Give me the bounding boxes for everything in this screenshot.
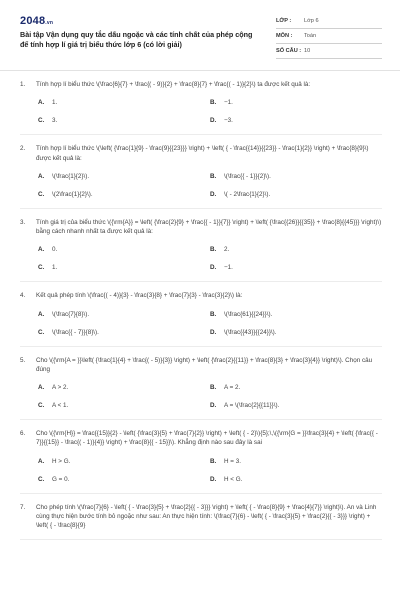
document-title: Bài tập Vận dụng quy tắc dấu ngoặc và các tính chất của phép cộng để tính hợp lí giá trị biểu thức lớp 6 (có lời giải) — [20, 30, 253, 50]
option-text: G = 0. — [52, 475, 70, 483]
option-text: −1. — [224, 264, 233, 272]
option-letter: C. — [38, 264, 45, 272]
option-text: −3. — [224, 117, 233, 125]
option-letter: B. — [210, 172, 217, 180]
option-letter: A. — [38, 172, 45, 180]
option-letter: D. — [210, 190, 217, 198]
answer-option[interactable] — [210, 383, 382, 392]
answer-option[interactable] — [38, 328, 210, 337]
answer-option[interactable] — [210, 172, 382, 181]
option-letter: B. — [210, 99, 217, 107]
option-text: 1. — [52, 264, 58, 272]
question-number: 2. — [20, 145, 26, 153]
meta-value: 10 — [304, 47, 311, 54]
option-text: A = \(\frac{2}{{11}}\). — [224, 402, 280, 410]
question-text: Tính hợp lí biểu thức \(\frac{6}{7} + \frac{( - 9)}{2} + \frac{8}{7} + \frac{( - 1)}{2}\) ta được kết quả là: — [36, 81, 311, 88]
question-text: Cho phép tính \(\frac{7}{6} - \left( { - \frac{3}{5} + \frac{2}{{ - 3}}} \right) + \left( { - \frac{8}{9} + \frac{4}{7}} \right)\). An và Linh cùng thực hiện bước tính bỏ ngoặc như sau: An thực hiện tính: \(\frac{7}{6} - \left( { - \frac{3}{5} + \frac{2}{{ - 3}}} \right) + \left( { - \frac{8}{9} — [36, 503, 377, 529]
answer-options — [20, 457, 382, 484]
answer-option[interactable] — [210, 310, 382, 319]
option-letter: D. — [210, 264, 217, 272]
question-text: Tính hợp lí biểu thức \(\left( {\frac{1}{9} - \frac{9}{{23}}} \right) + \left( { - \frac{{14}}{{23}} - \frac{1}{2}} \right) + \frac{8}{9}\) được kết quả là: — [36, 145, 369, 162]
option-text: H > G. — [52, 457, 71, 465]
question-item — [20, 218, 382, 283]
worksheet-header — [20, 14, 382, 66]
meta-table — [276, 14, 382, 59]
answer-option[interactable] — [210, 116, 382, 125]
header-divider — [0, 70, 400, 71]
option-letter: D. — [210, 402, 217, 410]
option-letter: D. — [210, 117, 217, 125]
answer-option[interactable] — [38, 172, 210, 181]
option-letter: C. — [38, 328, 45, 336]
answer-option[interactable] — [38, 245, 210, 254]
answer-option[interactable] — [38, 475, 210, 484]
question-item — [20, 80, 382, 135]
option-letter: D. — [210, 328, 217, 336]
answer-option[interactable] — [210, 475, 382, 484]
answer-option[interactable] — [38, 457, 210, 466]
question-number: 6. — [20, 430, 26, 438]
option-text: \(\frac{{ - 1}}{2}\). — [224, 172, 271, 180]
answer-option[interactable] — [38, 190, 210, 199]
answer-option[interactable] — [210, 245, 382, 254]
question-number: 3. — [20, 218, 26, 226]
option-text: −1. — [224, 99, 233, 107]
option-letter: C. — [38, 402, 45, 410]
question-header — [20, 80, 382, 89]
question-header — [20, 356, 382, 374]
meta-value: Toán — [304, 32, 317, 39]
option-letter: B. — [210, 310, 217, 318]
answer-option[interactable] — [38, 98, 210, 107]
question-text: Cho \({\rm{A = }}\left( {\frac{1}{4} + \frac{( - 5)}{3}} \right) + \left( {\frac{2}{{11}} + \frac{8}{3} + \frac{3}{4}} \right)\). Chọn câu đúng — [36, 356, 373, 373]
question-item — [20, 503, 382, 540]
meta-value: Lớp 6 — [304, 17, 319, 24]
answer-option[interactable] — [210, 190, 382, 199]
question-item — [20, 429, 382, 494]
question-item — [20, 144, 382, 209]
logo-main: 2048 — [20, 15, 46, 27]
answer-options — [20, 172, 382, 199]
question-text: Tính giá trị của biểu thức \({\rm{A}} = \left( {\frac{2}{9} + \frac{{ - 1}}{7}} \right) + \left( {\frac{{26}}{{35}} + \frac{8}{{45}}} \right)\) bằng cách nhanh nhất ta được kết quả là: — [36, 218, 382, 235]
question-number: 1. — [20, 81, 26, 88]
answer-option[interactable] — [210, 98, 382, 107]
option-letter: C. — [38, 117, 45, 125]
meta-key: LỚP : — [276, 17, 292, 24]
option-text: \(2\frac{1}{2}\). — [52, 190, 93, 198]
question-number: 7. — [20, 503, 26, 511]
question-number: 5. — [20, 356, 26, 364]
option-text: A = 2. — [224, 384, 241, 391]
option-text: 0. — [52, 246, 58, 254]
option-text: \(\frac{61}{{24}}\). — [224, 310, 273, 318]
option-letter: B. — [210, 384, 217, 391]
logo-suffix: .vn — [45, 20, 54, 26]
question-list — [20, 80, 382, 549]
option-letter: D. — [210, 475, 217, 483]
answer-option[interactable] — [210, 263, 382, 272]
answer-option[interactable] — [38, 401, 210, 410]
option-letter: A. — [38, 384, 45, 391]
answer-options — [20, 383, 382, 410]
question-header — [20, 429, 382, 447]
meta-row-class — [276, 14, 382, 29]
question-number: 4. — [20, 292, 26, 300]
option-text: A < 1. — [52, 402, 69, 410]
option-text: H = 3. — [224, 457, 241, 465]
option-letter: C. — [38, 190, 45, 198]
option-text: \(\frac{{ - 7}}{8}\). — [52, 328, 99, 336]
option-text: \(\frac{{43}}{{24}}\). — [224, 328, 277, 336]
option-letter: A. — [38, 310, 45, 318]
question-text: Cho \({\rm{H}} = \frac{{15}}{2} - \left( {\frac{3}{5} + \frac{7}{2}} \right) + \left( { - 2}\){5};\,\({\rm{G = }}\frac{3}{4} + \left( {\frac{{ - 7}}{{15}} - \frac{( - 1)}{4}} \right) + \frac{8}{{ - 15}}\). Khẳng định nào sau đây là sai — [36, 430, 378, 447]
question-text: Kết quả phép tính \(\frac{( - 4)}{3} - \frac{3}{8} + \frac{7}{3} - \frac{3}{2}\) là: — [36, 292, 243, 300]
option-letter: B. — [210, 457, 217, 465]
option-text: \(\frac{1}{2}\). — [52, 172, 90, 180]
option-letter: C. — [38, 475, 45, 483]
question-header — [20, 144, 382, 162]
answer-option[interactable] — [38, 116, 210, 125]
meta-key: MÔN : — [276, 32, 293, 39]
question-header — [20, 503, 382, 530]
answer-options — [20, 310, 382, 337]
option-text: A > 2. — [52, 384, 69, 391]
meta-row-subject — [276, 29, 382, 44]
meta-row-count — [276, 44, 382, 59]
option-text: H < G. — [224, 475, 243, 483]
option-letter: A. — [38, 246, 45, 254]
option-text: 2. — [224, 246, 230, 254]
option-text: 1. — [52, 99, 58, 107]
question-header — [20, 218, 382, 236]
answer-option[interactable] — [210, 328, 382, 337]
option-text: 3. — [52, 117, 58, 125]
option-letter: A. — [38, 457, 45, 465]
question-item — [20, 291, 382, 346]
site-logo[interactable] — [20, 14, 53, 30]
question-item — [20, 356, 382, 421]
answer-option[interactable] — [210, 401, 382, 410]
answer-option[interactable] — [38, 383, 210, 392]
answer-option[interactable] — [38, 263, 210, 272]
answer-options — [20, 245, 382, 272]
option-letter: B. — [210, 246, 217, 254]
option-letter: A. — [38, 99, 45, 107]
option-text: \(\frac{7}{8}\). — [52, 310, 90, 318]
answer-options — [20, 98, 382, 125]
question-header — [20, 291, 382, 300]
answer-option[interactable] — [38, 310, 210, 319]
answer-option[interactable] — [210, 457, 382, 466]
option-text: \( - 2\frac{1}{2}\). — [224, 190, 271, 198]
meta-key: SỐ CÂU : — [276, 47, 302, 54]
